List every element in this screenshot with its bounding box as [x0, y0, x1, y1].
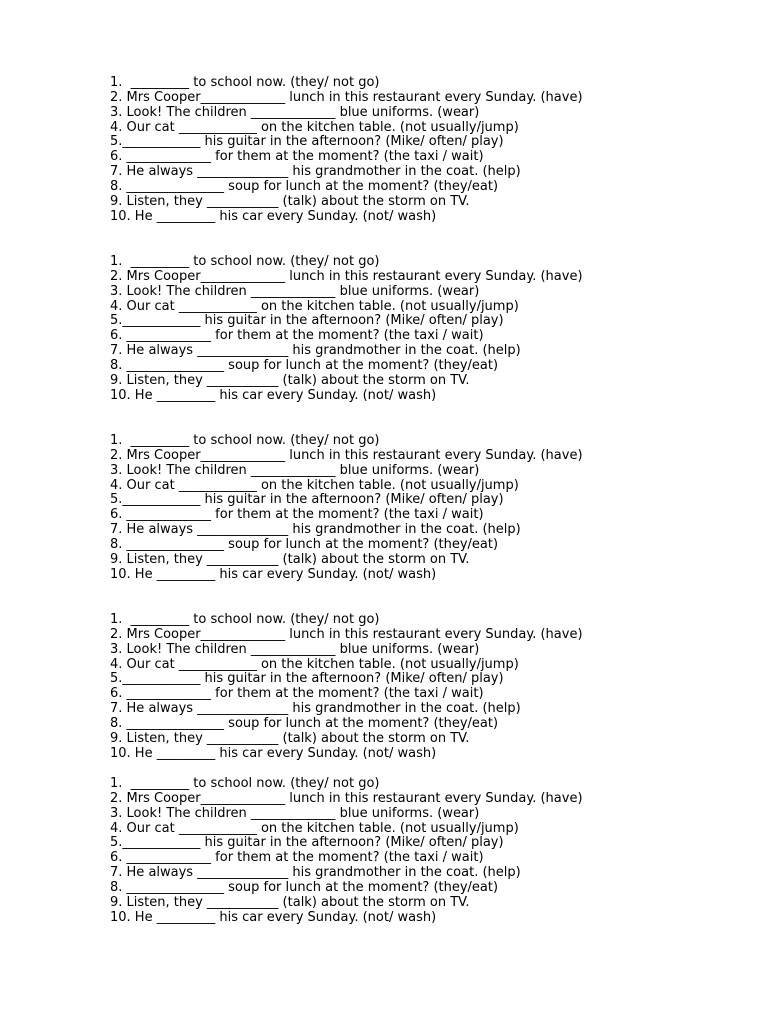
exercise-block-1 — [110, 76, 750, 224]
exercise-line: 9. Listen, they ___________ (talk) about the storm on TV. — [110, 372, 470, 388]
exercise-block-4 — [110, 613, 750, 761]
exercise-line: 3. Look! The children _____________ blue uniforms. (wear) — [110, 462, 480, 478]
exercise-line: 10. He _________ his car every Sunday. (not/ wash) — [110, 208, 437, 224]
exercise-line: 7. He always ______________ his grandmother in the coat. (help) — [110, 522, 521, 538]
exercise-line: 4. Our cat ____________ on the kitchen table. (not usually/jump) — [110, 119, 519, 135]
exercise-line: 4. Our cat ____________ on the kitchen table. (not usually/jump) — [110, 298, 519, 314]
exercise-line: 6. _____________ for them at the moment? (the taxi / wait) — [110, 850, 484, 866]
exercise-line: 6. _____________ for them at the moment? (the taxi / wait) — [110, 686, 484, 702]
exercise-line: 9. Listen, they ___________ (talk) about the storm on TV. — [110, 894, 470, 910]
exercise-line: 8. _______________ soup for lunch at the moment? (they/eat) — [110, 715, 499, 731]
exercise-block-3 — [110, 434, 750, 582]
exercise-line: 1. _________ to school now. (they/ not go) — [110, 433, 380, 448]
exercise-line: 8. _______________ soup for lunch at the moment? (they/eat) — [110, 536, 499, 552]
exercise-line: 9. Listen, they ___________ (talk) about the storm on TV. — [110, 730, 470, 746]
exercise-block-2 — [110, 255, 750, 403]
exercise-line: 10. He _________ his car every Sunday. (not/ wash) — [110, 909, 437, 925]
exercise-line: 2. Mrs Cooper_____________ lunch in this restaurant every Sunday. (have) — [110, 447, 583, 463]
exercise-line: 2. Mrs Cooper_____________ lunch in this restaurant every Sunday. (have) — [110, 790, 583, 806]
exercise-line: 8. _______________ soup for lunch at the moment? (they/eat) — [110, 178, 499, 194]
exercise-line: 3. Look! The children _____________ blue uniforms. (wear) — [110, 641, 480, 657]
exercise-line: 10. He _________ his car every Sunday. (not/ wash) — [110, 387, 437, 403]
exercise-block-5 — [110, 777, 750, 925]
exercise-line: 6. _____________ for them at the moment? (the taxi / wait) — [110, 328, 484, 344]
exercise-line: 1. _________ to school now. (they/ not go) — [110, 254, 380, 269]
exercise-line: 5.____________ his guitar in the afternoon? (Mike/ often/ play) — [110, 492, 504, 508]
exercise-line: 5.____________ his guitar in the afternoon? (Mike/ often/ play) — [110, 835, 504, 851]
exercise-line: 10. He _________ his car every Sunday. (not/ wash) — [110, 566, 437, 582]
exercise-line: 5.____________ his guitar in the afternoon? (Mike/ often/ play) — [110, 134, 504, 150]
exercise-line: 7. He always ______________ his grandmother in the coat. (help) — [110, 865, 521, 881]
exercise-line: 5.____________ his guitar in the afternoon? (Mike/ often/ play) — [110, 671, 504, 687]
exercise-line: 1. _________ to school now. (they/ not go) — [110, 612, 380, 627]
exercise-line: 6. _____________ for them at the moment? (the taxi / wait) — [110, 507, 484, 523]
exercise-line: 10. He _________ his car every Sunday. (not/ wash) — [110, 745, 437, 761]
exercise-line: 5.____________ his guitar in the afternoon? (Mike/ often/ play) — [110, 313, 504, 329]
exercise-line: 4. Our cat ____________ on the kitchen table. (not usually/jump) — [110, 477, 519, 493]
exercise-line: 7. He always ______________ his grandmother in the coat. (help) — [110, 701, 521, 717]
exercise-line: 7. He always ______________ his grandmother in the coat. (help) — [110, 164, 521, 180]
exercise-line: 2. Mrs Cooper_____________ lunch in this restaurant every Sunday. (have) — [110, 268, 583, 284]
exercise-line: 8. _______________ soup for lunch at the moment? (they/eat) — [110, 357, 499, 373]
exercise-line: 6. _____________ for them at the moment? (the taxi / wait) — [110, 149, 484, 165]
exercise-line: 9. Listen, they ___________ (talk) about the storm on TV. — [110, 193, 470, 209]
exercise-line: 2. Mrs Cooper_____________ lunch in this restaurant every Sunday. (have) — [110, 89, 583, 105]
exercise-line: 4. Our cat ____________ on the kitchen table. (not usually/jump) — [110, 656, 519, 672]
exercise-line: 4. Our cat ____________ on the kitchen table. (not usually/jump) — [110, 820, 519, 836]
exercise-line: 9. Listen, they ___________ (talk) about the storm on TV. — [110, 551, 470, 567]
exercise-line: 8. _______________ soup for lunch at the moment? (they/eat) — [110, 879, 499, 895]
exercise-line: 1. _________ to school now. (they/ not go) — [110, 776, 380, 791]
exercise-line: 3. Look! The children _____________ blue uniforms. (wear) — [110, 805, 480, 821]
exercise-line: 2. Mrs Cooper_____________ lunch in this restaurant every Sunday. (have) — [110, 626, 583, 642]
exercise-line: 1. _________ to school now. (they/ not go) — [110, 75, 380, 90]
exercise-line: 7. He always ______________ his grandmother in the coat. (help) — [110, 343, 521, 359]
exercise-line: 3. Look! The children _____________ blue uniforms. (wear) — [110, 283, 480, 299]
exercise-line: 3. Look! The children _____________ blue uniforms. (wear) — [110, 104, 480, 120]
